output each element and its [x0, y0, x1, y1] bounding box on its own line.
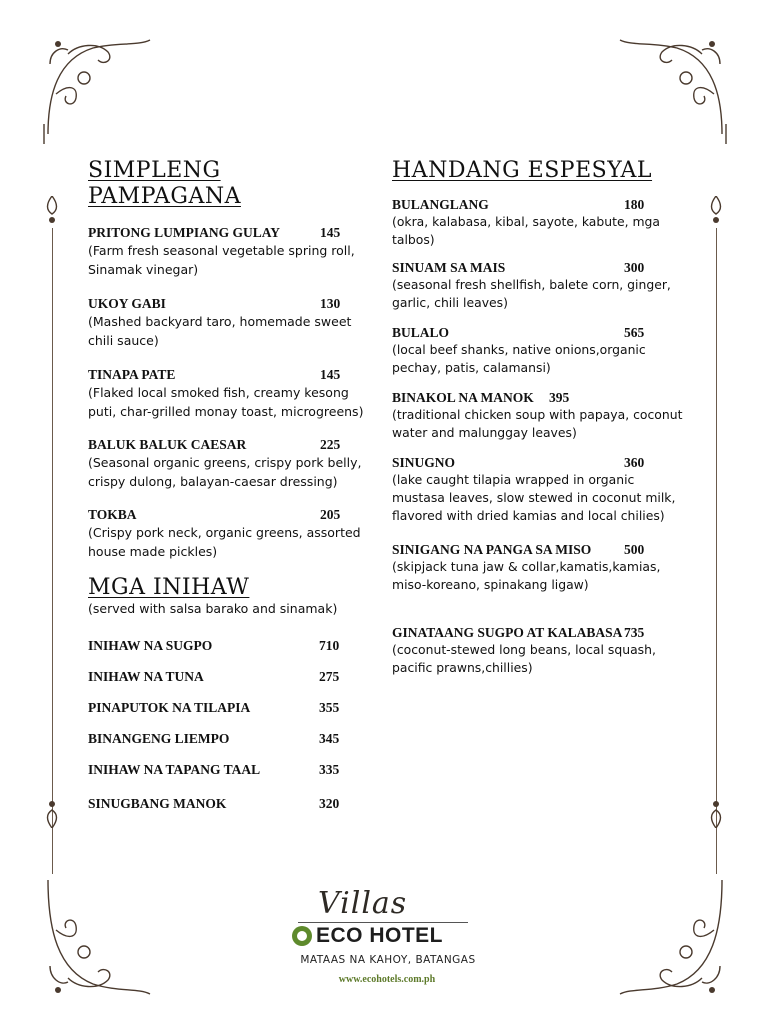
item-description: (Crispy pork neck, organic greens, assorted house made pickles): [88, 525, 361, 559]
menu-item: [88, 224, 364, 279]
item-name: BALUK BALUK CAESAR: [88, 437, 247, 452]
item-name: BULALO: [392, 325, 450, 340]
finial-left-top: [44, 196, 60, 226]
section-title-pampagana: SIMPLENG PAMPAGANA: [88, 158, 241, 209]
finial-right-top: [708, 196, 724, 226]
ornament-top-left: [38, 34, 158, 144]
item-name: SINUAM SA MAIS: [392, 260, 506, 275]
finial-left-bottom: [44, 798, 60, 828]
left-column: [88, 158, 364, 812]
menu-item: [392, 454, 688, 525]
hotel-logo: [288, 884, 488, 996]
left-border-line: [52, 228, 53, 874]
item-name: UKOY GABI: [88, 296, 166, 311]
item-name: PRITONG LUMPIANG GULAY: [88, 225, 281, 240]
item-price: 335: [319, 762, 340, 777]
item-price: 355: [319, 700, 340, 715]
right-column: [392, 158, 688, 677]
item-name: TOKBA: [88, 507, 137, 522]
menu-item: [88, 761, 364, 778]
item-description: (local beef shanks, native onions,organic pechay, patis, calamansi): [392, 342, 646, 375]
item-price: 205: [320, 507, 341, 522]
item-description: (seasonal fresh shellfish, balete corn, ginger, garlic, chili leaves): [392, 277, 671, 310]
item-price: 710: [319, 638, 340, 653]
item-price: 565: [624, 325, 645, 340]
item-price: 735: [624, 625, 645, 640]
item-name: BINANGENG LIEMPO: [88, 731, 230, 746]
ornament-top-right: [612, 34, 732, 144]
item-price: 130: [320, 296, 341, 311]
menu-item: [88, 699, 364, 716]
menu-item: [392, 259, 688, 312]
item-description: (coconut-stewed long beans, local squash, pacific prawns,chillies): [392, 642, 656, 675]
item-price: 145: [320, 367, 341, 382]
logo-url: www.ecohotels.com.ph: [338, 974, 436, 985]
logo-name: ECO HOTEL: [316, 924, 444, 947]
item-name: SINUGNO: [392, 455, 456, 470]
menu-item: [88, 730, 364, 747]
finial-right-bottom: [708, 798, 724, 828]
item-price: 320: [319, 796, 340, 811]
item-description: (Flaked local smoked fish, creamy kesong puti, char-grilled monay toast, microgreens): [88, 385, 364, 419]
item-description: (Mashed backyard taro, homemade sweet chili sauce): [88, 314, 352, 348]
item-description: (Farm fresh seasonal vegetable spring roll, Sinamak vinegar): [88, 243, 355, 277]
item-price: 360: [624, 455, 645, 470]
item-name: GINATAANG SUGPO AT KALABASA: [392, 625, 623, 640]
item-name: INIHAW NA TAPANG TAAL: [88, 762, 261, 777]
menu-item: [392, 541, 688, 594]
menu-item: [88, 637, 364, 654]
menu-item: [88, 436, 364, 491]
ornament-bottom-right: [612, 870, 732, 1000]
menu-item: [392, 624, 688, 677]
logo-divider: [298, 922, 468, 923]
menu-item: [392, 389, 688, 442]
item-description: (traditional chicken soup with papaya, coconut water and malunggay leaves): [392, 407, 683, 440]
menu-item: [88, 506, 364, 561]
menu-item: [392, 196, 688, 249]
logo-wordmark: [292, 924, 443, 948]
item-name: BINAKOL NA MANOK: [392, 390, 534, 405]
item-price: 395: [549, 390, 570, 405]
leaf-icon: [292, 926, 312, 946]
item-price: 300: [624, 260, 645, 275]
item-description: (okra, kalabasa, kibal, sayote, kabute, mga talbos): [392, 214, 660, 247]
item-price: 225: [320, 437, 341, 452]
item-description: (lake caught tilapia wrapped in organic mustasa leaves, slow stewed in coconut milk, flavored with dried kamias and local chilies): [392, 472, 676, 523]
item-name: TINAPA PATE: [88, 367, 176, 382]
item-name: SINUGBANG MANOK: [88, 796, 227, 811]
logo-location: MATAAS NA KAHOY, BATANGAS: [300, 954, 476, 966]
item-name: PINAPUTOK NA TILAPIA: [88, 700, 251, 715]
item-price: 345: [319, 731, 340, 746]
item-name: BULANGLANG: [392, 197, 489, 212]
menu-item: [88, 795, 364, 812]
item-name: INIHAW NA SUGPO: [88, 638, 213, 653]
right-border-line: [716, 228, 717, 874]
item-price: 500: [624, 542, 645, 557]
item-name: SINIGANG NA PANGA SA MISO: [392, 542, 592, 557]
menu-item: [88, 366, 364, 421]
section-note: (served with salsa barako and sinamak): [88, 601, 338, 616]
item-description: (skipjack tuna jaw & collar,kamatis,kamias, miso-koreano, spinakang ligaw): [392, 559, 661, 592]
item-name: INIHAW NA TUNA: [88, 669, 204, 684]
item-price: 145: [320, 225, 341, 240]
menu-item: [392, 324, 688, 377]
logo-script-text: Villas: [318, 886, 408, 921]
menu-item: [88, 668, 364, 685]
item-price: 180: [624, 197, 645, 212]
item-price: 275: [319, 669, 340, 684]
menu-item: [88, 295, 364, 350]
item-description: (Seasonal organic greens, crispy pork belly, crispy dulong, balayan-caesar dressing): [88, 455, 362, 489]
section-title-espesyal: HANDANG ESPESYAL: [392, 158, 653, 183]
ornament-bottom-left: [38, 870, 158, 1000]
section-title-inihaw: MGA INIHAW: [88, 575, 250, 600]
